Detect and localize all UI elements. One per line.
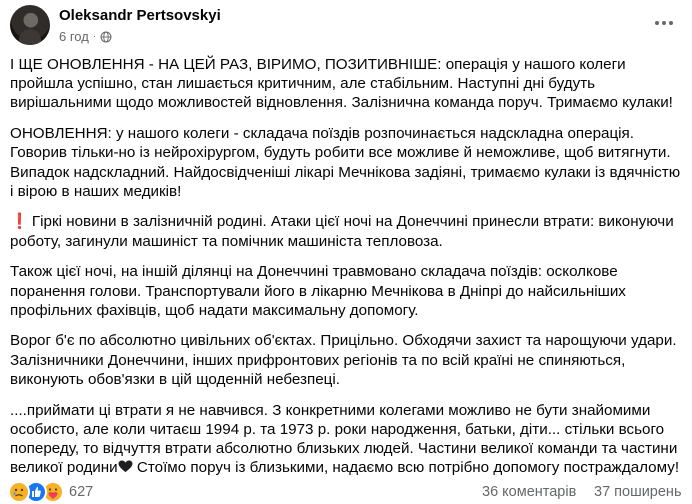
meta-separator: · <box>92 31 97 42</box>
post-footer <box>0 478 692 504</box>
black-heart-icon <box>118 460 133 473</box>
author-name[interactable]: Oleksandr Pertsovskyi <box>59 7 221 24</box>
exclamation-icon: ❗ <box>10 213 29 231</box>
more-dot-icon <box>655 21 659 25</box>
reaction-count: 627 <box>69 484 94 500</box>
post-paragraph-text: Стоїмо поруч із близькими, надаємо всю потрібно допомогу постраждалому! <box>132 459 680 477</box>
post-paragraph-text: ....приймати ці втрати я не навчився. З конкретними колегами можливо не бути знайомими особисто, але коли читаєш 1994 р. та 1973 р. роки народження, батьки, діти... стільки всього попереду, то відчуття втрати абсолютно близьких людей. Частини великої команди та частини великої родини <box>10 401 678 477</box>
reactions-summary[interactable] <box>8 481 93 503</box>
post-time[interactable]: 6 год <box>59 29 89 44</box>
post-paragraph: Ворог б'є по абсолютно цивільних об'єктах. Прицільно. Обходячи захист та нарощуючи удари. Залізничники Донеччини, інших прифронтових регіонів та по всій країні не спиняються, виконують обов'язки в цій щоденній небезпеці. <box>10 332 677 388</box>
post-meta <box>59 29 112 44</box>
post-paragraph: І ЩЕ ОНОВЛЕННЯ - НА ЦЕЙ РАЗ, ВІРИМО, ПОЗИТИВНІШЕ: операція у нашого колеги пройшла успішно, стан лишається критичним, але стабільним. Наступні дні будуть вирішальними щодо можливостей відновлення. Залізнична команда поруч. Тримаємо кулаки! <box>10 56 673 112</box>
post-paragraph <box>10 401 685 478</box>
globe-icon[interactable] <box>100 31 112 43</box>
post-paragraph: ОНОВЛЕННЯ: у нашого колеги - складача поїздів розпочинається надскладна операція. Говорив тільки-но із нейрохірургом, будуть робити все можливе й неможливе, щоб витягнути. Випадок надскладний. Найдосвідченіші лікарі Мечнікова задіяні, тримаємо кулаки із вдячністю і вірою в наших медиків! <box>10 125 681 200</box>
more-dot-icon <box>662 21 666 25</box>
post-body <box>10 55 685 489</box>
sad-icon <box>8 481 30 503</box>
post-paragraph: Також цієї ночі, на іншій ділянці на Донеччині травмовано складача поїздів: осколкове поранення голови. Транспортували його в лікарню Мечнікова в Дніпрі до найсильніших профільних фахівців, щоб надати максимальну допомогу. <box>10 263 626 319</box>
post-paragraph-text: Гіркі новини в залізничній родині. Атаки цієї ночі на Донеччині принесли втрати: виконуючи роботу, загинули машиніст та помічник машиніста тепловоза. <box>10 213 674 250</box>
shares-count[interactable]: 37 поширень <box>594 484 682 500</box>
post-header <box>0 0 692 50</box>
comments-count[interactable]: 36 коментарів <box>482 484 577 500</box>
post-paragraph <box>10 212 685 250</box>
more-options-button[interactable] <box>650 12 678 34</box>
author-avatar[interactable] <box>10 5 50 45</box>
more-dot-icon <box>669 21 673 25</box>
